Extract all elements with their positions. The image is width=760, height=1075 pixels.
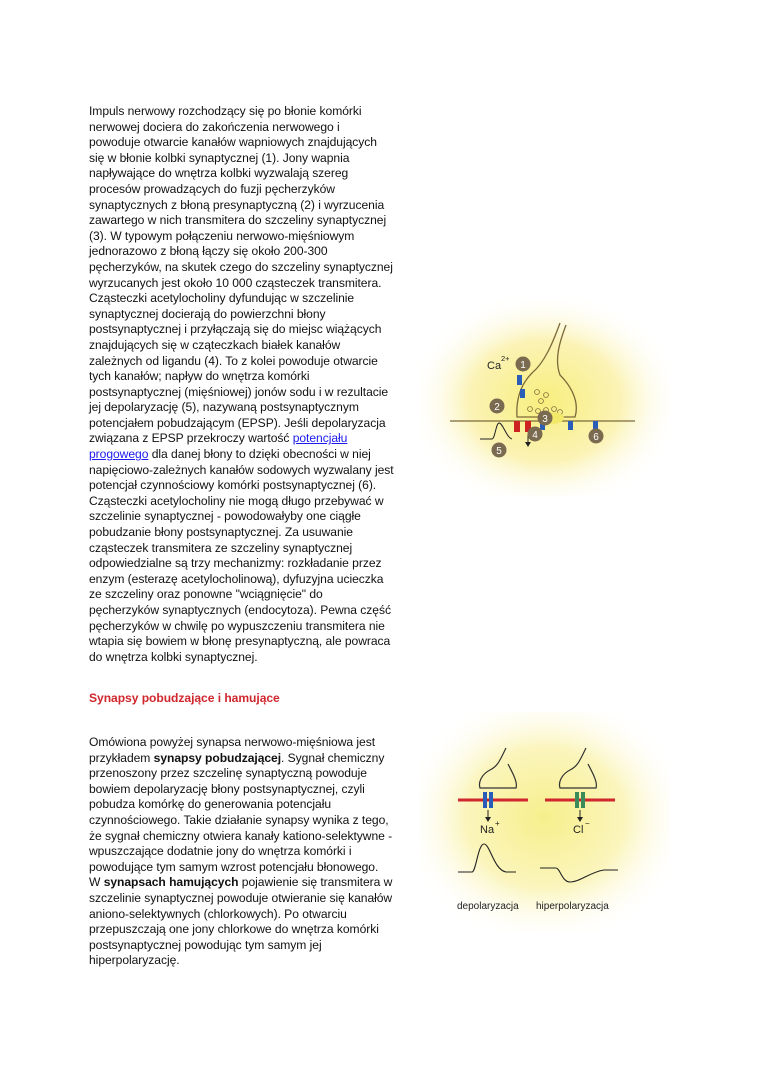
svg-text:5: 5 bbox=[496, 446, 502, 457]
depolarization-caption: depolaryzacja bbox=[457, 901, 519, 912]
marker-1 bbox=[516, 357, 531, 372]
svg-text:1: 1 bbox=[520, 360, 526, 371]
calcium-channel bbox=[517, 375, 522, 385]
diagram-glow bbox=[420, 712, 670, 932]
svg-text:2: 2 bbox=[494, 402, 500, 413]
paragraph-text: . Sygnał chemiczny przenoszony przez szczelinę synaptyczną powoduje bowiem depolaryzację błony postsynaptycznej, czyli pobudza komórkę do generowania potencjału czynnościowego. Takie działanie synapsy wynika z tego, że sygnał chemiczny otwiera kanały kationo-selektywne - wpuszczające dodatnie jony do wnętrza komórki i powodujące tym samym wzrost potencjału błonowego. bbox=[89, 750, 393, 874]
chloride-ion-label: Cl bbox=[573, 824, 584, 836]
threshold-potential-link[interactable]: potencjału progowego bbox=[89, 431, 348, 462]
marker-2 bbox=[490, 399, 505, 414]
paragraph-inhibitory bbox=[89, 875, 394, 969]
hyperpolarization-caption: hiperpolaryzacja bbox=[536, 901, 609, 912]
ligand-channel bbox=[568, 421, 573, 430]
sodium-channel bbox=[489, 792, 493, 808]
paragraph-excitatory bbox=[89, 735, 394, 875]
chloride-ion-charge: − bbox=[585, 819, 590, 828]
bold-term: synapsy pobudzającej bbox=[153, 750, 282, 765]
paragraph-text: Impuls nerwowy rozchodzący się po błonie komórki nerwowej dociera do zakończenia nerwowego i powoduje otwarcie kanałów wapniowych znajdujących się w błonie kolbki synaptycznej (1). Jony wapnia napływające do wnętrza kolbki wyzwalają szereg procesów prowadzących do fuzji pęcherzyków synaptycznych z błoną presynaptyczną (2) i wyrzucenia zawartego w nich transmitera do szczeliny synaptycznej (3). W typowym połączeniu nerwowo-mięśniowym jednorazowo z błoną łączy się około 200-300 pęcherzyków, na skutek czego do szczeliny synaptycznej wyrzucanych jest około 10 000 cząsteczek transmitera. Cząsteczki acetylocholiny dyfundując w szczelinie synaptycznej docierają do powierzchni błony postsynaptycznej i przyłączają się do miejsc wiążących znajdujących się w cząteczkach białek kanałów zależnych od ligandu (4). To z kolei powoduje otwarcie tych kanałów; napływ do wnętrza komórki postsynaptycznej (mięśniowej) jonów sodu i w rezultacie jej depolaryzację (5), nazywaną postsynaptycznym potencjałem pobudzającym (EPSP). Jeśli depolaryzacja związana z EPSP przekroczy wartość bbox=[89, 104, 393, 446]
synapse-diagram bbox=[420, 297, 670, 497]
calcium-ion-label: Ca bbox=[487, 360, 502, 372]
chloride-channel bbox=[581, 792, 585, 808]
svg-text:4: 4 bbox=[532, 430, 538, 441]
section-heading: Synapsy pobudzające i hamujące bbox=[89, 691, 280, 706]
calcium-ion-charge: 2+ bbox=[501, 354, 510, 363]
marker-4 bbox=[528, 427, 543, 442]
paragraph-text: Omówiona powyżej synapsa nerwowo-mięśniowa jest przykładem bbox=[89, 734, 376, 765]
svg-text:6: 6 bbox=[593, 432, 599, 443]
paragraph-text: dla danej błony to dzięki obecności w niej napięciowo-zależnych kanałów sodowych wyzwalany jest potencjał czynnościowy komórki postsynaptycznej (6). Cząsteczki acetylocholiny nie mogą długo przebywać w szczelinie synaptycznej - powodowałyby one ciągłe pobudzanie błony postsynaptycznej. Za usuwanie cząsteczek transmitera ze szczeliny synaptycznej odpowiedzialne są trzy mechanizmy: rozkładanie przez enzym (esterazę acetylocholinową), dyfuzyjna ucieczka ze szczeliny oraz ponowne "wciągnięcie" do pęcherzyków synaptycznych (endocytoza). Pewna część pęcherzyków w chwilę po wypuszczeniu transmitera nie wtapia się bowiem w błonę presynaptyczną, ale powraca do wnętrza kolbki synaptycznej. bbox=[89, 447, 394, 664]
bold-term: synapsach hamujących bbox=[103, 875, 239, 890]
svg-text:3: 3 bbox=[542, 414, 548, 425]
text-column bbox=[89, 104, 394, 969]
marker-3 bbox=[538, 411, 553, 426]
paragraph-synapse-mechanism bbox=[89, 104, 394, 665]
chloride-channel bbox=[575, 792, 579, 808]
calcium-channel bbox=[520, 389, 525, 398]
paragraph-text: W bbox=[89, 875, 104, 890]
paragraph-text: pojawienie się transmitera w szczelinie synaptycznej powoduje otwieranie się kanałów aniono-selektywnych (chlorkowych). Po otwarciu przepuszczają one jony chlorkowe do wnętrza komórki postsynaptycznej powodując tym samym jej hiperpolaryzację. bbox=[89, 875, 393, 968]
sodium-ion-charge: + bbox=[495, 819, 500, 828]
sodium-ion-label: Na bbox=[480, 824, 495, 836]
marker-5 bbox=[492, 443, 507, 458]
marker-6 bbox=[589, 429, 604, 444]
ligand-channel bbox=[514, 421, 520, 432]
sodium-channel bbox=[483, 792, 487, 808]
excitatory-inhibitory-diagram bbox=[420, 712, 670, 932]
